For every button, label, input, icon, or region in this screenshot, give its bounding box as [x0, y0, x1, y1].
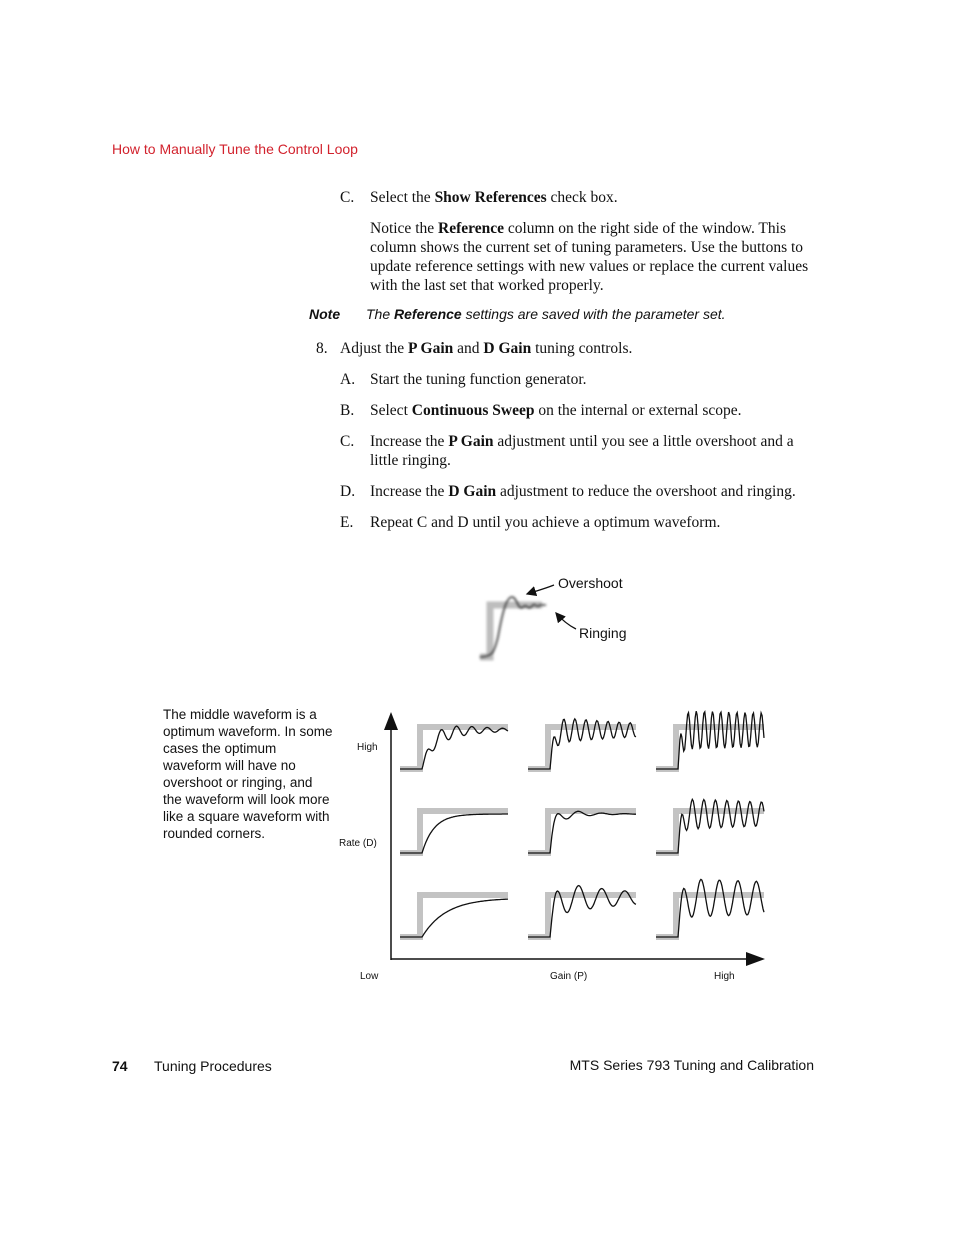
reference-step-shape — [480, 605, 542, 657]
step8-bold1: P Gain — [408, 340, 454, 357]
notice-bold: Reference — [438, 220, 504, 237]
notice-line1: column on the right side of the window. This — [504, 220, 786, 237]
step8-pre: Adjust the — [340, 340, 409, 357]
waveform-cell — [656, 711, 764, 769]
reference-step-shape — [528, 895, 636, 937]
page-number: 74 — [112, 1058, 128, 1074]
notice-paragraph — [370, 219, 830, 295]
reference-step-shape — [400, 895, 508, 937]
gain-rate-waveform-grid — [330, 700, 780, 990]
notice-pre: Notice the — [370, 220, 439, 237]
substep-a — [340, 370, 820, 389]
step8-post: tuning controls. — [531, 340, 633, 357]
notice-line3: update reference settings with new values or replace the current values — [370, 258, 809, 275]
waveform-cell — [528, 719, 636, 769]
overshoot-label: Overshoot — [558, 575, 623, 591]
ringing-label: Ringing — [579, 625, 627, 641]
substep-b — [340, 401, 820, 420]
waveform-cells — [400, 711, 764, 937]
substep-b-bold: Continuous Sweep — [411, 402, 535, 419]
step-c-show-references — [340, 188, 820, 207]
note-pre: The — [366, 306, 395, 322]
note-bold: Reference — [394, 306, 462, 322]
step-8-adjust-gains — [316, 339, 816, 358]
side-note-optimum-waveform: The middle waveform is a optimum waveform. In some cases the optimum waveform will have no overshoot or ringing, and the waveform will look more like a square waveform with rounded corners. — [163, 707, 333, 841]
step8-bold2: D Gain — [483, 340, 532, 357]
x-axis-arrow-icon — [746, 952, 765, 966]
y-axis-arrow-icon — [384, 712, 398, 730]
substep-d-bold: D Gain — [448, 483, 497, 500]
notice-line2: column shows the current set of tuning parameters. Use the buttons to — [370, 239, 804, 256]
response-waveform — [656, 799, 764, 853]
substep-d-post: adjustment to reduce the overshoot and ringing. — [496, 483, 796, 500]
x-axis-title: Gain (P) — [550, 971, 588, 982]
substep-d-pre: Increase the — [370, 483, 449, 500]
substep-c-pre: Increase the — [370, 433, 449, 450]
substep-e-text: Repeat C and D until you achieve a optimum waveform. — [370, 514, 721, 531]
response-waveform — [400, 726, 508, 769]
waveform-cell — [528, 811, 636, 853]
response-waveform — [400, 899, 508, 937]
x-axis-low-label: Low — [360, 971, 379, 982]
ringing-arrow — [556, 613, 576, 629]
note-text — [366, 306, 726, 322]
y-axis-title: Rate (D) — [339, 838, 377, 849]
reference-step-shape — [656, 811, 764, 853]
step-label: B. — [340, 402, 355, 419]
substep-c — [340, 432, 820, 470]
overshoot-ringing-figure — [470, 565, 650, 675]
waveform-cell — [528, 886, 636, 937]
waveform-cell — [400, 811, 508, 853]
step-text-bold: Show References — [434, 189, 547, 206]
waveform-cell — [656, 799, 764, 853]
substep-b-post: on the internal or external scope. — [534, 402, 742, 419]
substep-a-text: Start the tuning function generator. — [370, 371, 587, 388]
note-post: settings are saved with the parameter set. — [461, 306, 726, 322]
waveform-cell — [400, 895, 508, 937]
response-waveform — [656, 879, 764, 937]
step-text-post: check box. — [546, 189, 618, 206]
substep-e — [340, 513, 820, 532]
waveform-cell — [656, 879, 764, 937]
reference-step-shape — [400, 727, 508, 769]
substep-d — [340, 482, 820, 501]
reference-step-shape — [528, 811, 636, 853]
notice-line4: with the last set that worked properly. — [370, 277, 604, 294]
response-waveform — [400, 814, 508, 853]
step-text-pre: Select the — [370, 189, 435, 206]
substep-c-post: adjustment until you see a little overshoot and a — [493, 433, 794, 450]
section-header-link[interactable]: How to Manually Tune the Control Loop — [112, 141, 358, 157]
step-label: 8. — [316, 340, 328, 357]
x-axis-high-label: High — [714, 971, 735, 982]
step8-mid: and — [453, 340, 484, 357]
overshoot-arrow — [527, 585, 554, 594]
substep-c-bold: P Gain — [448, 433, 494, 450]
step-label: D. — [340, 483, 356, 500]
substep-b-pre: Select — [370, 402, 412, 419]
footer-book-title: MTS Series 793 Tuning and Calibration — [569, 1057, 814, 1073]
step-label: C. — [340, 433, 355, 450]
response-waveform — [528, 811, 636, 853]
footer-section: Tuning Procedures — [154, 1058, 272, 1074]
substep-c-line2: little ringing. — [370, 452, 451, 469]
waveform-cell — [400, 726, 508, 769]
response-waveform — [656, 711, 764, 769]
y-axis-high-label: High — [357, 742, 378, 753]
step-label: E. — [340, 514, 354, 531]
step-label: A. — [340, 371, 356, 388]
note-label: Note — [309, 306, 341, 322]
step-label: C. — [340, 189, 355, 206]
